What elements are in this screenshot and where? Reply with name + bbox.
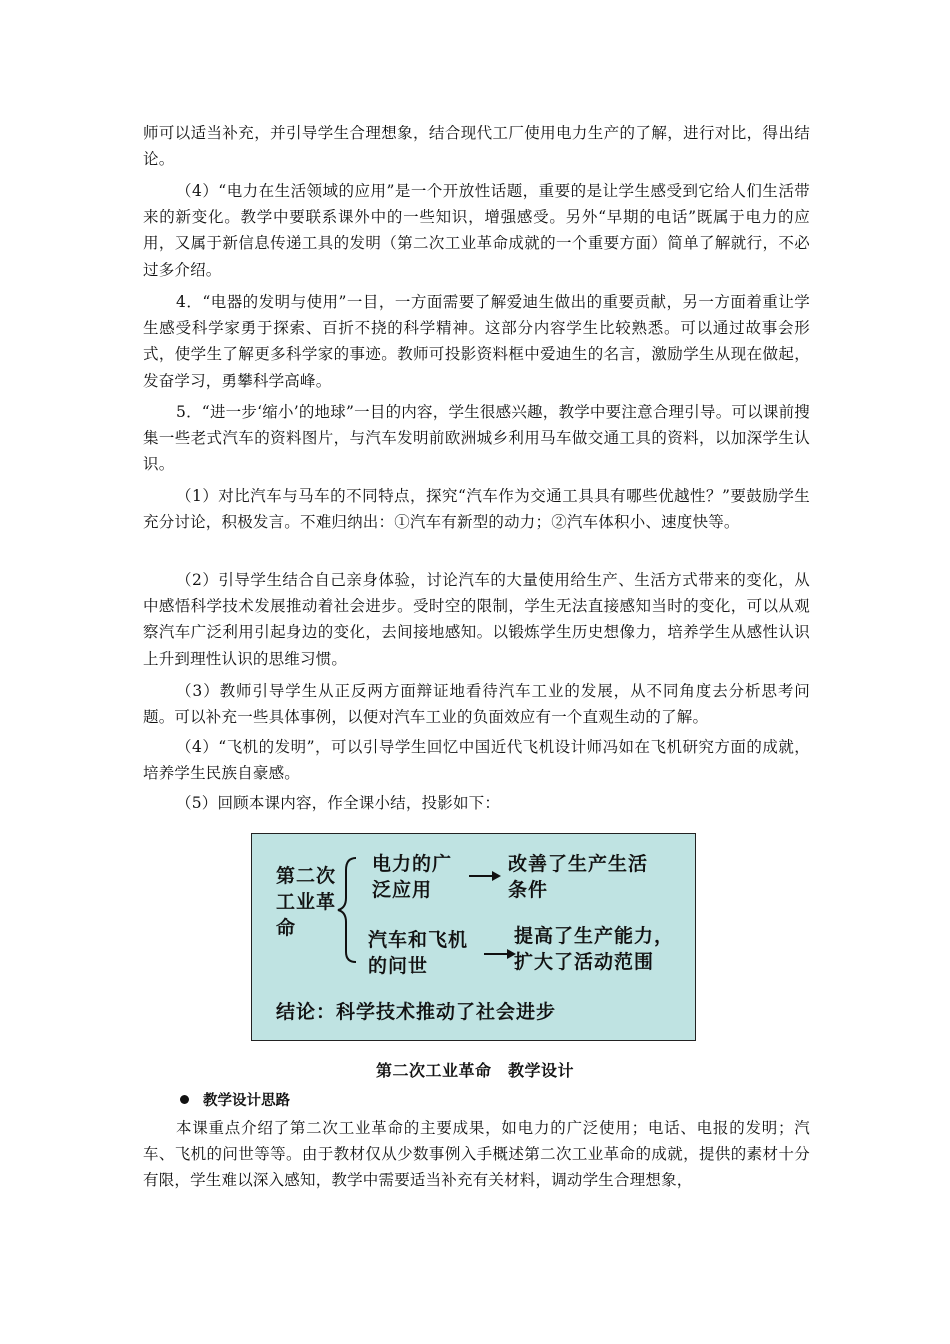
paragraph: （4）“飞机的发明”，可以引导学生回忆中国近代飞机设计师冯如在飞机研究方面的成就，培养学生民族自豪感。 — [143, 738, 810, 783]
result-label-line: 扩大了活动范围 — [514, 951, 655, 973]
branch-label-line: 泛应用 — [372, 879, 433, 901]
summary-slide — [251, 833, 696, 1041]
paragraph: （4）“电力在生活领域的应用”是一个开放性话题，重要的是让学生感受到它给人们生活带来的新变化。教学中要联系课外中的一些知识，增强感受。另外“早期的电话”既属于电力的应用，又属于新信息传递工具的发明（第二次工业革命成就的一个重要方面）简单了解就行，不必过多介绍。 — [143, 182, 810, 279]
branch-label-line: 的问世 — [368, 955, 429, 977]
brace-icon — [338, 858, 356, 962]
root-label-line: 工业革 — [276, 891, 337, 913]
paragraph: （2）引导学生结合自己亲身体验，讨论汽车的大量使用给生产、生活方式带来的变化，从中感悟科学技术发展推动着社会进步。受时空的限制，学生无法直接感知当时的变化，可以从观察汽车广泛利用引起身边的变化，去间接地感知。以锻炼学生历史想像力，培养学生从感性认识上升到理性认识的思维习惯。 — [143, 571, 810, 668]
paragraph: （1）对比汽车与马车的不同特点，探究“汽车作为交通工具具有哪些优越性？”要鼓励学生充分讨论，积极发言。不难归纳出：①汽车有新型的动力；②汽车体积小、速度快等。 — [143, 487, 810, 532]
result-label-line: 条件 — [508, 879, 549, 901]
bullet-heading: 教学设计思路 — [203, 1093, 290, 1109]
root-label-line: 第二次 — [276, 865, 337, 887]
result-label-line: 改善了生产生活 — [508, 853, 649, 875]
section-heading: 第二次工业革命 教学设计 — [375, 1061, 574, 1080]
arrow-head-icon — [492, 871, 501, 881]
branch-label-line: 电力的广 — [372, 853, 453, 875]
conclusion-text: 结论：科学技术推动了社会进步 — [276, 1001, 557, 1023]
paragraph: 5．“进一步‘缩小’的地球”一目的内容，学生很感兴趣，教学中要注意合理引导。可以课前搜集一些老式汽车的资料图片，与汽车发明前欧洲城乡利用马车做交通工具的资料，以加深学生认识。 — [143, 403, 810, 474]
bullet-heading-row — [180, 1090, 290, 1112]
root-label-line: 命 — [276, 917, 297, 939]
bullet-icon — [180, 1095, 189, 1104]
paragraph: （5）回顾本课内容，作全课小结，投影如下： — [176, 794, 501, 812]
paragraph: （3）教师引导学生从正反两方面辩证地看待汽车工业的发展，从不同角度去分析思考问题。可以补充一些具体事例，以便对汽车工业的负面效应有一个直观生动的了解。 — [143, 682, 810, 727]
branch-label-line: 汽车和飞机 — [368, 929, 469, 951]
paragraph: 师可以适当补充，并引导学生合理想象，结合现代工厂使用电力生产的了解，进行对比，得出结论。 — [143, 124, 810, 169]
result-label-line: 提高了生产能力， — [514, 925, 675, 947]
paragraph: 4．“电器的发明与使用”一目，一方面需要了解爱迪生做出的重要贡献，另一方面着重让学生感受科学家勇于探索、百折不挠的科学精神。这部分内容学生比较熟悉。可以通过故事会形式，使学生了解更多科学家的事迹。教师可投影资料框中爱迪生的名言，激励学生从现在做起，发奋学习，勇攀科学高峰。 — [143, 293, 810, 390]
paragraph: 本课重点介绍了第二次工业革命的主要成果，如电力的广泛使用；电话、电报的发明；汽车、飞机的问世等等。由于教材仅从少数事例入手概述第二次工业革命的成就，提供的素材十分有限，学生难以深入感知，教学中需要适当补充有关材料，调动学生合理想象， — [143, 1119, 810, 1190]
